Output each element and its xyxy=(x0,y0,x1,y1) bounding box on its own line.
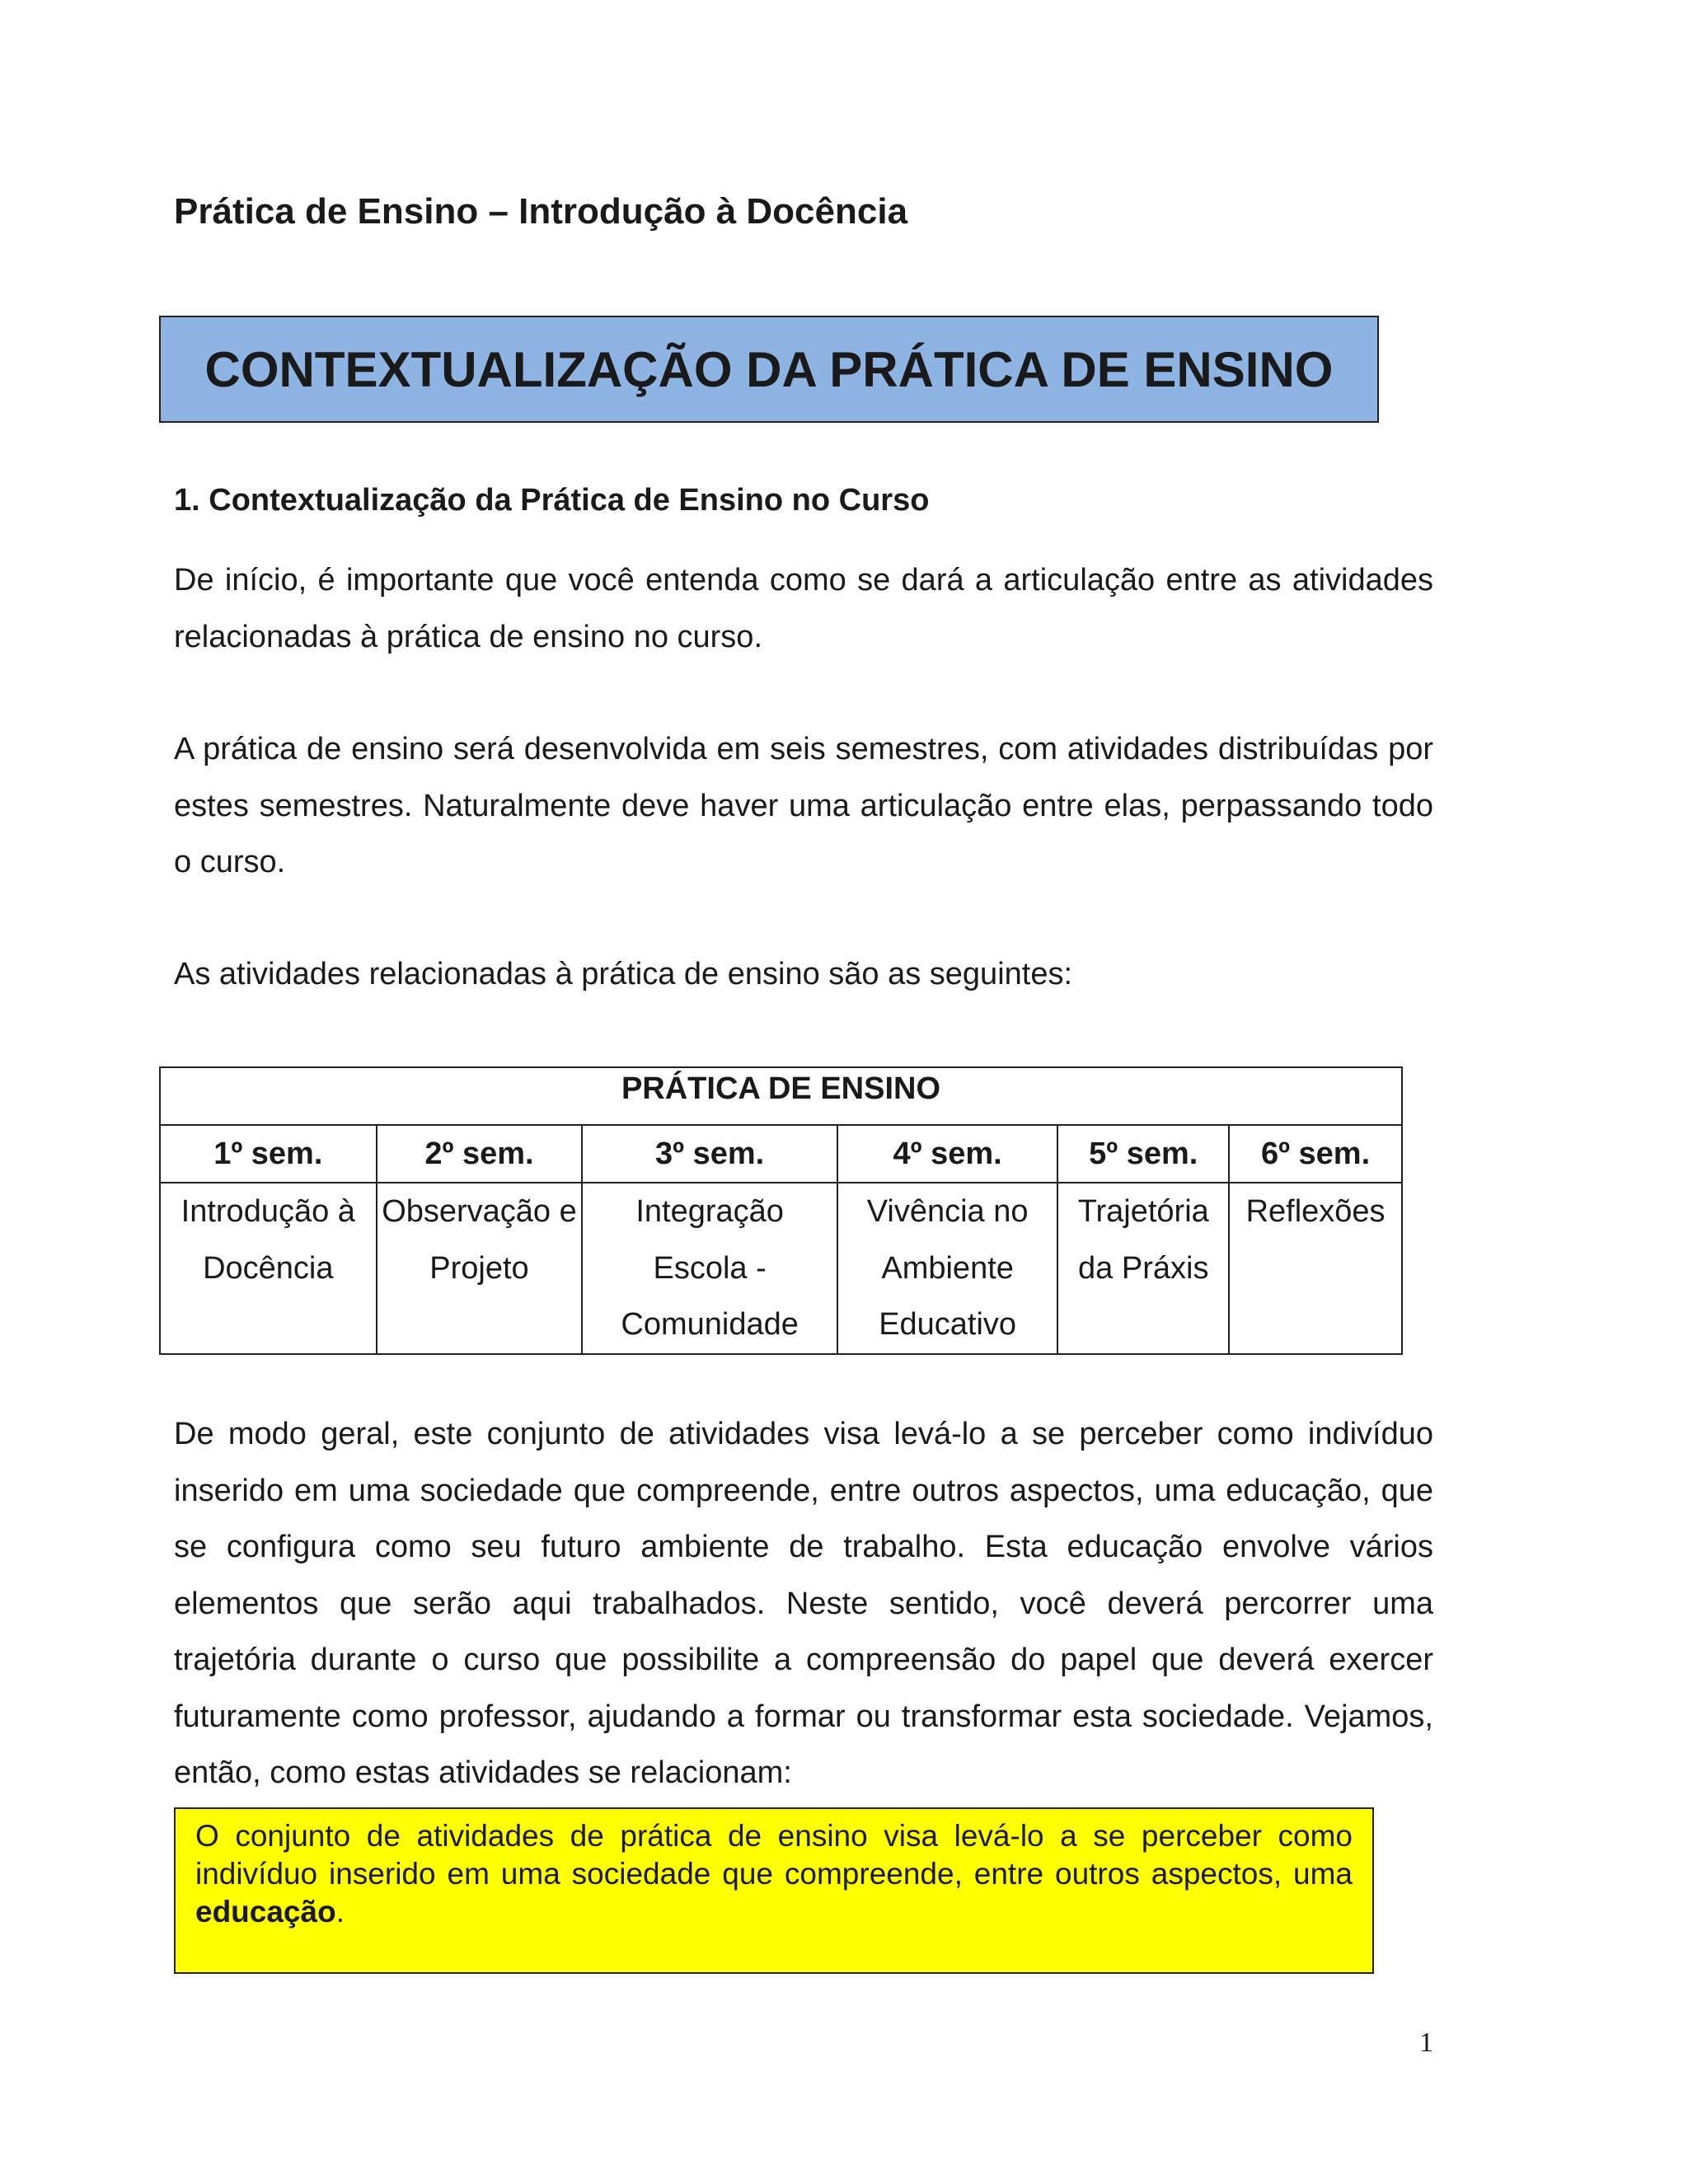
page-number: 1 xyxy=(1419,2027,1433,2058)
closing-paragraph: De modo geral, este conjunto de atividades visa levá-lo a se perceber como indivíduo inserido em uma sociedade que compreende, entre outros aspectos, uma educação, que se configura como seu futuro ambiente de trabalho. Esta educação envolve vários elementos que serão aqui trabalhados. Neste sentido, você deverá percorrer uma trajetória durante o curso que possibilite a compreensão do papel que deverá exercer futuramente como professor, ajudando a formar ou transformar esta sociedade. Vejamos, então, como estas atividades se relacionam: xyxy=(174,1417,1433,1790)
semester-header: 1º sem. xyxy=(160,1125,377,1183)
page-title: Prática de Ensino – Introdução à Docência xyxy=(174,191,908,232)
section-heading: 1. Contextualização da Prática de Ensino no Curso xyxy=(174,483,930,518)
activity-cell: Introdução à Docência xyxy=(160,1183,377,1354)
semester-header: 2º sem. xyxy=(377,1125,583,1183)
banner-title: CONTEXTUALIZAÇÃO DA PRÁTICA DE ENSINO xyxy=(204,341,1334,397)
semester-header: 3º sem. xyxy=(582,1125,837,1183)
table-title-row xyxy=(160,1067,1402,1125)
highlight-box xyxy=(174,1807,1374,1974)
semesters-paragraph: A prática de ensino será desenvolvida em seis semestres, com atividades distribuídas por estes semestres. Naturalmente deve haver uma articulação entre elas, perpassando todo o curso. xyxy=(174,732,1433,879)
highlight-bold-text: educação xyxy=(195,1895,336,1929)
intro-paragraph: De início, é importante que você entenda como se dará a articulação entre as atividades relacionadas à prática de ensino no curso. xyxy=(174,563,1433,654)
activity-cell: Reflexões xyxy=(1229,1183,1402,1354)
practice-table xyxy=(159,1066,1403,1355)
semester-header: 4º sem. xyxy=(837,1125,1057,1183)
semester-header: 5º sem. xyxy=(1057,1125,1229,1183)
highlight-suffix: . xyxy=(335,1895,345,1929)
highlight-text: O conjunto de atividades de prática de ensino visa levá-lo a se perceber como indivíduo inserido em uma sociedade que compreende, entre outros aspectos, uma xyxy=(195,1819,1353,1891)
activity-row xyxy=(160,1183,1402,1354)
semester-header-row xyxy=(160,1125,1402,1183)
activity-cell: Observação e Projeto xyxy=(377,1183,583,1354)
section-banner xyxy=(159,316,1379,423)
activity-cell: Trajetória da Práxis xyxy=(1057,1183,1229,1354)
table-title: PRÁTICA DE ENSINO xyxy=(160,1067,1402,1125)
activity-cell: Vivência no Ambiente Educativo xyxy=(837,1183,1057,1354)
activity-cell: Integração Escola - Comunidade xyxy=(582,1183,837,1354)
activities-lead-paragraph: As atividades relacionadas à prática de ensino são as seguintes: xyxy=(174,957,1073,991)
semester-header: 6º sem. xyxy=(1229,1125,1402,1183)
